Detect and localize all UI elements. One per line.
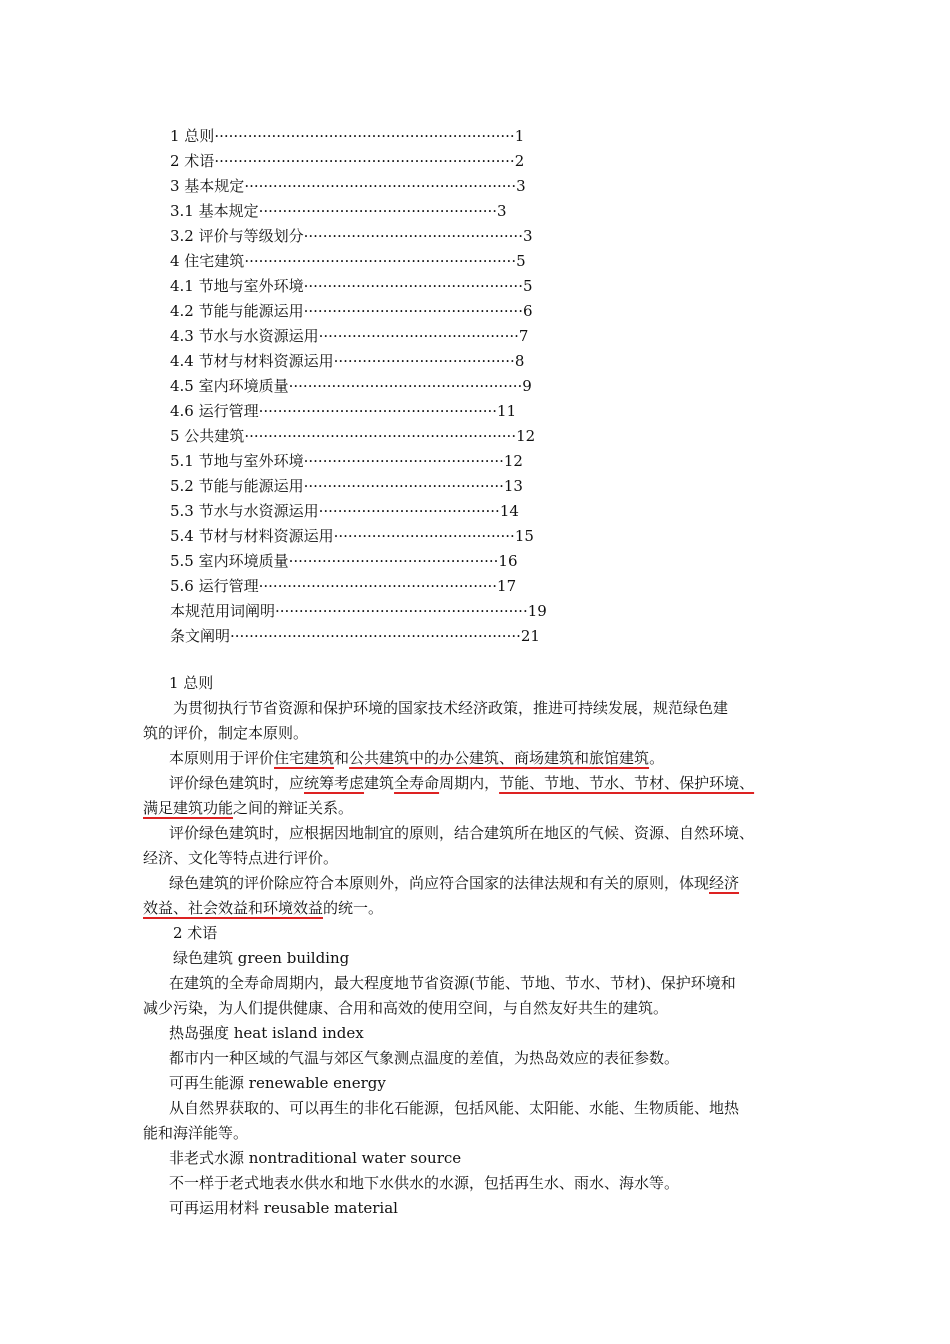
toc-label: 4.6 运行管理 (170, 402, 259, 420)
toc-leader-dots: ······································ (318, 502, 500, 520)
text-span: 和 (334, 749, 350, 767)
document-body (143, 671, 833, 1221)
toc-entry (170, 174, 650, 199)
toc-entry (170, 199, 650, 224)
toc-entry (170, 349, 650, 374)
toc-page-number: 3 (497, 202, 507, 220)
toc-label: 4.5 室内环境质量 (170, 377, 289, 395)
toc-label: 1 总则 (170, 127, 215, 145)
toc-entry (170, 299, 650, 324)
toc-page-number: 19 (527, 602, 547, 620)
toc-leader-dots: ························································· (244, 427, 517, 445)
toc-page-number: 11 (497, 402, 517, 420)
text-span: 评价绿色建筑时，应 (169, 774, 305, 792)
paragraph-line (143, 871, 833, 896)
toc-label: 5.1 节地与室外环境 (170, 452, 304, 470)
toc-leader-dots: ·················································· (258, 202, 498, 220)
toc-label: 4.4 节材与材料资源运用 (170, 352, 334, 370)
toc-entry (170, 449, 650, 474)
toc-leader-dots: ······························································· (214, 127, 515, 145)
toc-leader-dots: ················································· (288, 377, 523, 395)
text-span: 本原则用于评价 (169, 749, 275, 767)
toc-label: 5.3 节水与水资源运用 (170, 502, 319, 520)
term-title: 非老式水源 nontraditional water source (169, 1149, 462, 1167)
toc-entry (170, 424, 650, 449)
text-span: 之间的辩证关系。 (233, 799, 354, 817)
text-span: 绿色建筑的评价除应符合本原则外，尚应符合国家的法律法规和有关的原则，体现 (169, 874, 710, 892)
toc-page-number: 16 (498, 552, 518, 570)
underlined-text: 公共建筑中的办公建筑、商场建筑和旅馆建筑 (349, 749, 650, 767)
toc-leader-dots: ·········································· (318, 327, 519, 345)
toc-leader-dots: ·················································· (258, 577, 498, 595)
toc-label: 2 术语 (170, 152, 215, 170)
toc-label: 3.2 评价与等级划分 (170, 227, 304, 245)
toc-label: 5.6 运行管理 (170, 577, 259, 595)
toc-page-number: 12 (503, 452, 523, 470)
toc-entry (170, 399, 650, 424)
toc-label: 5.2 节能与能源运用 (170, 477, 304, 495)
underlined-text: 全寿命 (394, 774, 440, 792)
toc-page-number: 5 (522, 277, 533, 295)
toc-leader-dots: ·············································· (303, 227, 523, 245)
paragraph-line: 不一样于老式地表水供水和地下水供水的水源，包括再生水、雨水、海水等。 (169, 1174, 680, 1192)
paragraph-line: 在建筑的全寿命周期内，最大程度地节省资源(节能、节地、节水、节材)、保护环境和 (169, 974, 736, 992)
toc-entry (170, 274, 650, 299)
toc-label: 4.3 节水与水资源运用 (170, 327, 319, 345)
toc-page-number: 15 (514, 527, 534, 545)
toc-leader-dots: ·········································· (303, 477, 504, 495)
toc-label: 5 公共建筑 (170, 427, 245, 445)
toc-page-number: 9 (522, 377, 532, 395)
paragraph-line: 减少污染，为人们提供健康、合用和高效的使用空间，与自然友好共生的建筑。 (143, 999, 669, 1017)
toc-leader-dots: ·················································· (258, 402, 498, 420)
table-of-contents (170, 124, 650, 649)
toc-leader-dots: ······································ (333, 352, 515, 370)
toc-label: 4.1 节地与室外环境 (170, 277, 304, 295)
section-heading: 2 术语 (173, 924, 218, 942)
toc-leader-dots: ····························································· (230, 627, 521, 645)
paragraph-line: 筑的评价，制定本原则。 (143, 724, 309, 742)
toc-leader-dots: ····················································· (275, 602, 528, 620)
toc-label: 5.4 节材与材料资源运用 (170, 527, 334, 545)
toc-leader-dots: ························································· (244, 177, 517, 195)
text-span: 建筑 (364, 774, 395, 792)
toc-entry (170, 574, 650, 599)
underlined-text: 统筹考虑 (304, 774, 365, 792)
term-title: 绿色建筑 green building (173, 949, 350, 967)
underlined-text: 节能、节地、节水、节材、保护环境、 (499, 774, 755, 792)
toc-entry (170, 249, 650, 274)
toc-entry (170, 149, 650, 174)
toc-label: 3.1 基本规定 (170, 202, 259, 220)
toc-entry (170, 374, 650, 399)
underlined-text: 效益、社会效益和环境效益 (143, 899, 324, 917)
term-title: 可再运用材料 reusable material (169, 1199, 398, 1217)
toc-label: 本规范用词阐明 (170, 602, 276, 620)
toc-leader-dots: ·········································· (303, 452, 504, 470)
term-title: 可再生能源 renewable energy (169, 1074, 386, 1092)
toc-page-number: 14 (499, 502, 519, 520)
text-span: 的统一。 (323, 899, 384, 917)
toc-page-number: 6 (522, 302, 533, 320)
toc-page-number: 8 (514, 352, 525, 370)
underlined-text: 经济 (709, 874, 740, 892)
paragraph-line: 经济、文化等特点进行评价。 (143, 849, 339, 867)
toc-label: 4 住宅建筑 (170, 252, 245, 270)
toc-entry (170, 499, 650, 524)
toc-label: 3 基本规定 (170, 177, 245, 195)
toc-label: 4.2 节能与能源运用 (170, 302, 304, 320)
term-title: 热岛强度 heat island index (169, 1024, 364, 1042)
paragraph-line: 为贯彻执行节省资源和保护环境的国家技术经济政策，推进可持续发展，规范绿色建 (173, 699, 729, 717)
toc-leader-dots: ·············································· (303, 302, 523, 320)
toc-label: 条文阐明 (170, 627, 231, 645)
paragraph-line (143, 896, 833, 921)
paragraph-line: 都市内一种区域的气温与郊区气象测点温度的差值，为热岛效应的表征参数。 (169, 1049, 680, 1067)
toc-page-number: 21 (520, 627, 540, 645)
toc-page-number: 5 (516, 252, 526, 270)
paragraph-line: 评价绿色建筑时，应根据因地制宜的原则，结合建筑所在地区的气候、资源、自然环境、 (169, 824, 755, 842)
toc-page-number: 12 (516, 427, 536, 445)
toc-leader-dots: ·············································· (303, 277, 523, 295)
paragraph-line (143, 771, 833, 796)
toc-leader-dots: ······································ (333, 527, 515, 545)
text-span: 周期内， (439, 774, 500, 792)
toc-page-number: 13 (503, 477, 523, 495)
toc-page-number: 1 (514, 127, 525, 145)
paragraph-line (143, 746, 833, 771)
toc-entry (170, 224, 650, 249)
toc-page-number: 3 (516, 177, 526, 195)
toc-page-number: 7 (518, 327, 529, 345)
toc-entry (170, 474, 650, 499)
toc-page-number: 2 (514, 152, 525, 170)
toc-entry (170, 599, 650, 624)
toc-entry (170, 549, 650, 574)
toc-page-number: 17 (497, 577, 517, 595)
underlined-text: 满足建筑功能 (143, 799, 234, 817)
paragraph-line: 从自然界获取的、可以再生的非化石能源，包括风能、太阳能、水能、生物质能、地热 (169, 1099, 740, 1117)
toc-entry (170, 124, 650, 149)
text-span: 。 (649, 749, 665, 767)
toc-entry (170, 624, 650, 649)
toc-leader-dots: ············································ (288, 552, 499, 570)
underlined-text: 住宅建筑 (274, 749, 335, 767)
toc-leader-dots: ······························································· (214, 152, 515, 170)
toc-entry (170, 324, 650, 349)
toc-page-number: 3 (522, 227, 533, 245)
toc-leader-dots: ························································· (244, 252, 517, 270)
paragraph-line (143, 796, 833, 821)
section-heading: 1 总则 (169, 674, 214, 692)
toc-entry (170, 524, 650, 549)
toc-label: 5.5 室内环境质量 (170, 552, 289, 570)
paragraph-line: 能和海洋能等。 (143, 1124, 249, 1142)
